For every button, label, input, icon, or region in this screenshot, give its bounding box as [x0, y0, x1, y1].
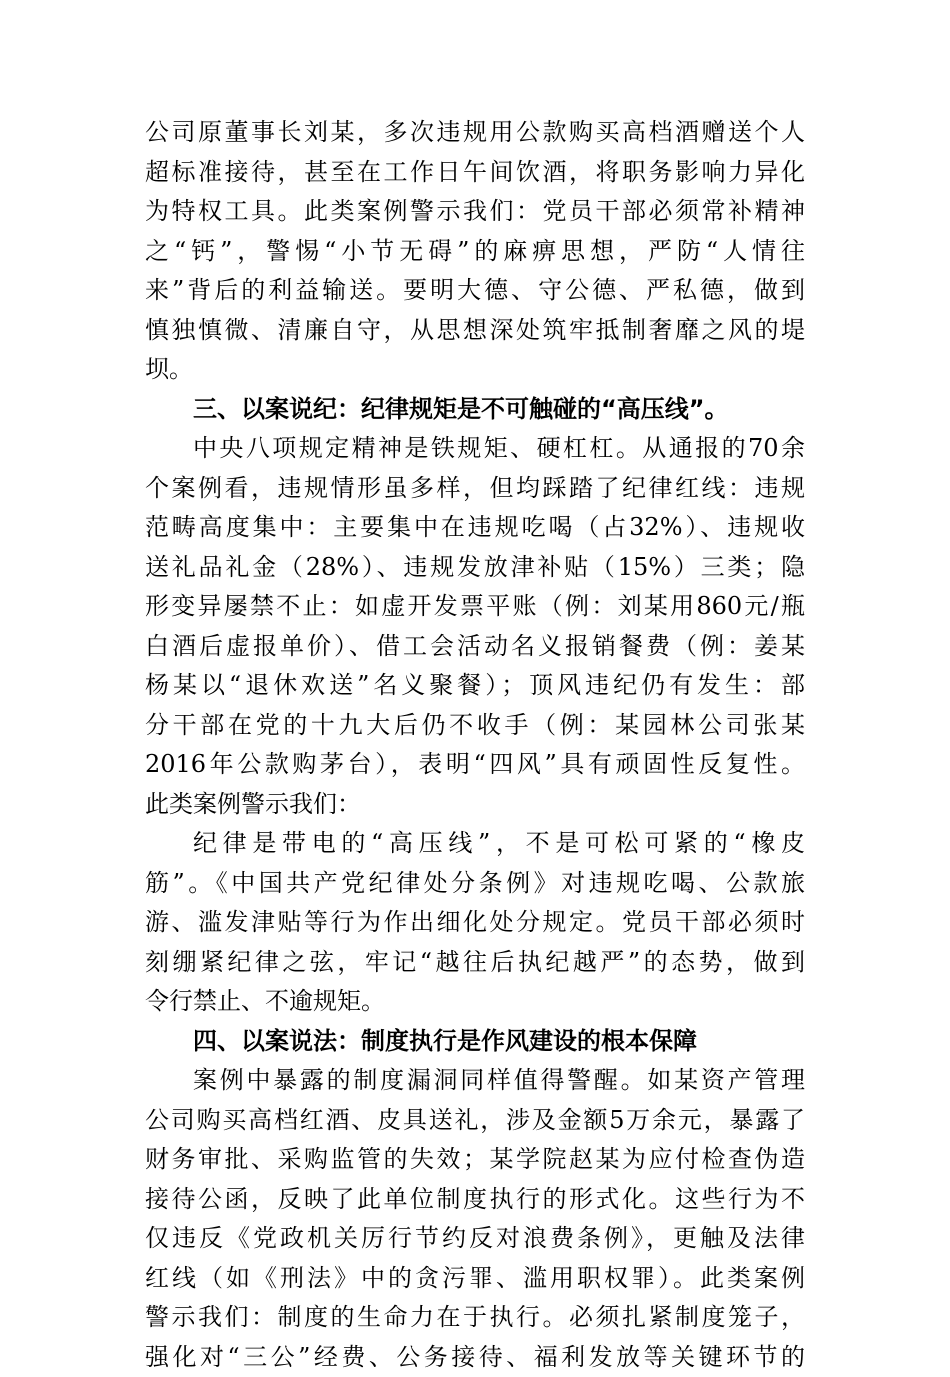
body-line: 白酒后虚报单价）、借工会活动名义报销餐费（例：姜某 — [145, 627, 805, 667]
section-heading-4: 四、以案说法：制度执行是作风建设的根本保障 — [145, 1022, 805, 1062]
body-line: 来”背后的利益输送。要明大德、守公德、严私德，做到 — [145, 271, 805, 311]
body-line: 慎独慎微、清廉自守，从思想深处筑牢抵制奢靡之风的堤 — [145, 311, 805, 351]
paragraph-start-line: 纪律是带电的“高压线”，不是可松可紧的“橡皮 — [145, 824, 805, 864]
body-line: 超标准接待，甚至在工作日午间饮酒，将职务影响力异化 — [145, 153, 805, 193]
body-line: 此类案例警示我们： — [145, 785, 805, 825]
body-line: 警示我们：制度的生命力在于执行。必须扎紧制度笼子， — [145, 1298, 805, 1338]
body-line: 公司购买高档红酒、皮具送礼，涉及金额5万余元，暴露了 — [145, 1101, 805, 1141]
body-line: 形变异屡禁不止：如虚开发票平账（例：刘某用860元/瓶 — [145, 587, 805, 627]
body-line: 之“钙”，警惕“小节无碍”的麻痹思想，严防“人情往 — [145, 232, 805, 272]
body-line: 个案例看，违规情形虽多样，但均踩踏了纪律红线：违规 — [145, 469, 805, 509]
body-line: 杨某以“退休欢送”名义聚餐）；顶风违纪仍有发生：部 — [145, 666, 805, 706]
body-line: 范畴高度集中：主要集中在违规吃喝（占32%）、违规收 — [145, 508, 805, 548]
body-line: 分干部在党的十九大后仍不收手（例：某园林公司张某 — [145, 706, 805, 746]
body-line: 红线（如《刑法》中的贪污罪、滥用职权罪）。此类案例 — [145, 1259, 805, 1299]
body-line: 2016年公款购茅台），表明“四风”具有顽固性反复性。 — [145, 745, 805, 785]
body-line: 游、滥发津贴等行为作出细化处分规定。党员干部必须时 — [145, 903, 805, 943]
body-line: 为特权工具。此类案例警示我们：党员干部必须常补精神 — [145, 192, 805, 232]
body-line: 刻绷紧纪律之弦，牢记“越往后执纪越严”的态势，做到 — [145, 943, 805, 983]
document-body — [145, 113, 805, 1377]
body-line: 强化对“三公”经费、公务接待、福利发放等关键环节的 — [145, 1338, 805, 1377]
section-heading-3: 三、以案说纪：纪律规矩是不可触碰的“高压线”。 — [145, 390, 805, 430]
body-line: 令行禁止、不逾规矩。 — [145, 982, 805, 1022]
body-line: 仅违反《党政机关厉行节约反对浪费条例》，更触及法律 — [145, 1219, 805, 1259]
body-line: 筋”。《中国共产党纪律处分条例》对违规吃喝、公款旅 — [145, 864, 805, 904]
body-line: 公司原董事长刘某，多次违规用公款购买高档酒赠送个人 — [145, 113, 805, 153]
body-line: 接待公函，反映了此单位制度执行的形式化。这些行为不 — [145, 1180, 805, 1220]
body-line: 送礼品礼金（28%）、违规发放津补贴（15%）三类；隐 — [145, 548, 805, 588]
body-line: 财务审批、采购监管的失效；某学院赵某为应付检查伪造 — [145, 1140, 805, 1180]
body-line: 坝。 — [145, 350, 805, 390]
paragraph-start-line: 案例中暴露的制度漏洞同样值得警醒。如某资产管理 — [145, 1061, 805, 1101]
paragraph-start-line: 中央八项规定精神是铁规矩、硬杠杠。从通报的70余 — [145, 429, 805, 469]
